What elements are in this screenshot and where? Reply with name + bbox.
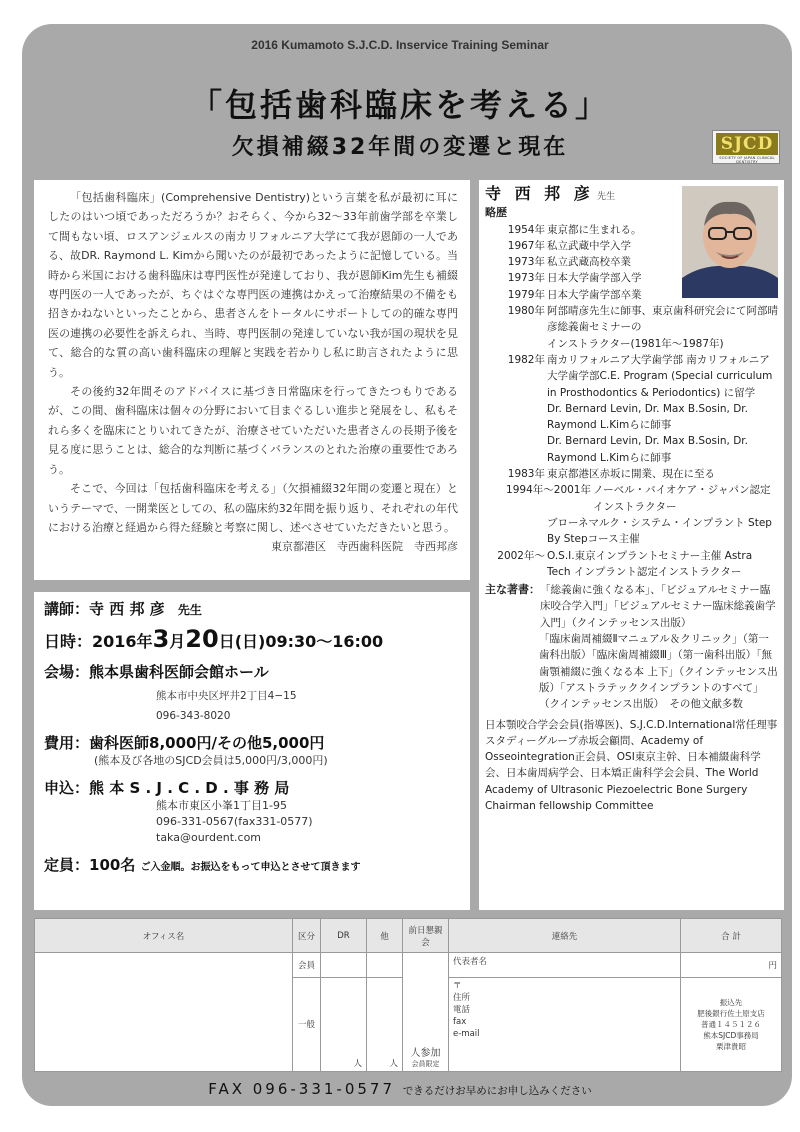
application-form: [34, 918, 782, 1072]
date-year: 2016年: [92, 632, 153, 651]
bio-name: 寺 西 邦 彦: [485, 184, 594, 203]
date-month-unit: 月: [169, 632, 186, 651]
col-office: オフィス名: [35, 919, 293, 953]
history-entry: [485, 352, 778, 401]
history-year: 1954年: [507, 223, 545, 236]
history-entry: [485, 401, 778, 434]
history-entry: [485, 336, 778, 352]
apply-row: [44, 777, 460, 798]
member-other-input[interactable]: [367, 953, 403, 978]
email-label: e-mail: [453, 1028, 480, 1039]
history-text: Dr. Bernard Levin, Dr. Max B.Sosin, Dr. Raymond L.Kimらに師事: [547, 402, 749, 432]
col-total: 合 計: [681, 919, 782, 953]
page-subtitle: 欠損補綴32年間の変遷と現在: [231, 135, 569, 160]
date-month: 3: [152, 625, 170, 653]
dinner-cell[interactable]: [403, 953, 449, 1072]
venue-row: [44, 661, 460, 682]
history-year: 1973年: [507, 256, 545, 269]
tel-label: 電話: [453, 1004, 471, 1015]
office-name-input[interactable]: [35, 953, 293, 1072]
bank-info: [681, 977, 782, 1071]
speaker-portrait: [682, 186, 778, 298]
bank-person: 栗津貴昭: [716, 1041, 746, 1051]
apply-email: taka@ourdent.com: [156, 831, 262, 844]
fax-label: fax: [453, 1016, 467, 1027]
dinner-unit: 人参加: [410, 1048, 441, 1059]
lecturer-row: [44, 598, 460, 619]
history-text: 日本大学歯学部卒業: [547, 288, 642, 301]
intro-paragraph: 「包括歯科臨床」(Comprehensive Dentistry)という言葉を私が最初に耳にしたのはいつ頃であっただろうか？おそらく、今から32〜33年前歯学部を卒業して間もない頃、ロスアンジェルスの南カリフォルニア大学にて我が恩師の一人である、故DR. Raymond L. Kimから聞いたのが最初であったように記憶している。当時から米国における歯科臨床は専門医性が発達しており、我が恩師Kim先生も補綴専門医の一人であったが、ちぐはぐな専門医の連携はかえって治療結果の不備をも招きかねないといったことから、患者さんをトータルにサポートしての的確な専門医の連携の必要性を訴えられ、当時、専門医制の発達していない我が国の現状を見て、総合的な質の高い歯科臨床の理解と実践を若かりし私に助言されたように思う。: [48, 191, 458, 379]
date-rest: 日(日)09:30〜16:00: [218, 632, 384, 651]
history-text: 東京都港区赤坂に開業、現在に至る: [547, 468, 715, 481]
cat-general: 一般: [293, 977, 321, 1071]
dinner-note: 会員限定: [411, 1060, 440, 1068]
col-dinner: 前日懇親会: [403, 919, 449, 953]
history-text: ノーベル・バイオケア・ジャパン認定インストラクター: [593, 484, 771, 513]
apply-address: 熊本市東区小峯1丁目1-95: [156, 799, 287, 812]
yen-label: 円: [768, 960, 777, 971]
fee-label: 費用：: [44, 734, 90, 752]
intro-paragraph: そこで、今回は「包括歯科臨床を考える」（欠損補綴32年間の変遷と現在）というテーマで、一開業医としての、私の臨床約32年間を振り返り、それぞれの年代における治療と経過から得た経験と考察に関し、述べさせていただきたいと思う。: [48, 482, 458, 534]
form-row-member: [35, 953, 782, 978]
sjcd-logo: [712, 130, 780, 164]
date-row: [44, 625, 460, 653]
bank-holder: 熊本SJCD事務局: [703, 1030, 759, 1040]
history-text: 私立武蔵中学入学: [547, 239, 631, 252]
history-entry: [485, 433, 778, 466]
books-block: [485, 582, 778, 712]
date-label: 日時：: [44, 632, 93, 651]
venue-phone: 096-343-8020: [156, 710, 231, 722]
fee-member: (熊本及び各地のSJCD会員は5,000円/3,000円): [94, 754, 328, 767]
memberships: 日本顎咬合学会会員(指導医)、S.J.C.D.International常任理事スタディーグループ赤坂会顧問、Academy of Osseointegration正会員、OSI東京主幹、日本補綴歯科学会、日本歯周病学会、日本矯正歯科学会会員、The World Academy of Ultrasonic Piezoelectric Bone Surgery Chairman fellowship Committee: [485, 718, 778, 812]
col-contact: 連絡先: [449, 919, 681, 953]
capacity-label: 定員：: [44, 856, 90, 874]
fax-footer: [0, 1080, 800, 1098]
event-info: [34, 592, 470, 910]
speaker-bio: [479, 180, 784, 910]
intro-paragraph: その後約32年間そのアドバイスに基づき日常臨床を行ってきたつもりであるが、この間、歯科臨床は個々の分野において目まぐるしい進歩と発展をし、私もそれら多くを臨床にとりいれてきたが、治療させていただいた患者さんの長期予後を見る度に思うことは、総合的な判断に基づくバランスのとれた治療の重要性であろう。: [48, 385, 458, 476]
col-dr: DR: [321, 919, 367, 953]
history-text: ブローネマルク・システム・インプラント Step By Stepコース主催: [547, 516, 772, 546]
history-entry: [485, 303, 778, 336]
total-input[interactable]: [681, 953, 782, 978]
book-item: 「総義歯に強くなる本」、「ビジュアルセミナー臨床咬合学入門」「ビジュアルセミナー臨床総義歯学入門」（クインテッセンス出版）: [540, 584, 776, 629]
representative-input[interactable]: [449, 953, 681, 978]
col-category: 区分: [293, 919, 321, 953]
portrait-illustration: [682, 186, 778, 298]
capacity-value: 100名: [89, 856, 136, 874]
logo-tagline: SOCIETY OF JAPAN CLINICAL DENTISTRY: [719, 156, 775, 164]
apply-name: 熊 本 S . J . C . D . 事 務 局: [89, 779, 290, 797]
member-dr-input[interactable]: [321, 953, 367, 978]
rep-label: 代表者名: [453, 957, 488, 967]
history-year: 1967年: [507, 239, 545, 252]
history-entry: [485, 482, 778, 515]
logo-mark: SJCD: [716, 133, 778, 155]
history-year: 1983年: [507, 468, 545, 481]
venue-address: 熊本市中央区坪井2丁目4−15: [156, 690, 297, 702]
history-year: [485, 433, 547, 466]
bank-title: 振込先: [719, 997, 743, 1007]
bank-name: 肥後銀行佐土原支店: [697, 1008, 765, 1018]
apply-label: 申込：: [44, 779, 90, 797]
history-text: 私立武蔵高校卒業: [547, 256, 631, 269]
history-text: 日本大学歯学部入学: [547, 272, 642, 285]
lecturer-title: 先生: [177, 603, 202, 617]
history-year: [485, 515, 547, 548]
intro-signature: 東京都港区 寺西歯科医院 寺西邦彦: [271, 540, 458, 554]
history-entry: [485, 548, 778, 581]
unit-person: 人: [389, 1059, 398, 1069]
fax-note: できるだけお早めにお申し込みください: [402, 1085, 592, 1097]
history-year: 1994年〜2001年: [506, 484, 591, 497]
history-year: 2002年〜: [497, 549, 545, 562]
books-entry: [485, 582, 778, 631]
capacity-note: ご入金順。お振込をもって申込とさせて頂きます: [140, 862, 361, 873]
history-year: 1980年: [507, 305, 545, 318]
history-text: インストラクター(1981年〜1987年): [547, 337, 724, 350]
history-text: 阿部晴彦先生に師事、東京歯科研究会にて阿部晴彦総義歯セミナーの: [547, 305, 778, 334]
fee-text: 歯科医師8,000円/その他5,000円: [89, 734, 325, 752]
fee-row: [44, 732, 460, 753]
history-year: 1979年: [507, 288, 545, 301]
history-year: [485, 401, 547, 434]
general-dr-input[interactable]: [321, 977, 367, 1071]
address-label: 住所: [453, 992, 471, 1003]
intro-section: [34, 180, 470, 580]
bank-account: 普通１４５１２６: [701, 1019, 761, 1029]
venue-name: 熊本県歯科医師会館ホール: [89, 663, 269, 681]
history-entry: [485, 515, 778, 548]
history-year: 1973年: [507, 272, 545, 285]
history-text: 南カリフォルニア大学歯学部 南カリフォルニア大学歯学部C.E. Program (Special curriculum in Prosthodontics & Periodontics) に留学: [547, 353, 773, 399]
history-text: O.S.I.東京インプラントセミナー主催 Astra Tech インプラント認定インストラクター: [547, 549, 753, 578]
postal-label: 〒: [453, 980, 462, 991]
history-year: [485, 336, 547, 352]
col-other: 他: [367, 919, 403, 953]
page-title: 「包括歯科臨床を考える」: [189, 86, 610, 124]
contact-input[interactable]: [449, 977, 681, 1071]
apply-phone: 096-331-0567(fax331-0577): [156, 815, 313, 828]
lecturer-name: 寺 西 邦 彦: [89, 600, 165, 618]
history-text: Dr. Bernard Levin, Dr. Max B.Sosin, Dr. Raymond L.Kimらに師事: [547, 435, 749, 464]
history-label: 略歴: [485, 206, 507, 220]
history-entry: [485, 466, 778, 482]
bio-title: 先生: [597, 192, 616, 202]
history-text: 東京都に生まれる。: [547, 223, 642, 236]
book-item: 「臨床歯周補綴Ⅱマニュアル＆クリニック」（第一歯科出版）「臨床歯周補綴Ⅲ」（第一歯科出版）「無歯顎補綴に強くなる本 上下」（クインテッセンス出版）「アストラテッククインプラントのすべて」（クインテッセンス出版） その他文献多数: [539, 633, 778, 711]
date-day: 20: [185, 625, 219, 653]
fax-number: FAX 096-331-0577: [208, 1080, 396, 1098]
unit-person: 人: [353, 1059, 362, 1069]
form-header-row: [35, 919, 782, 953]
history-year: 1982年: [507, 353, 545, 366]
lecturer-label: 講師：: [44, 600, 90, 618]
cat-member: 会員: [293, 953, 321, 978]
general-other-input[interactable]: [367, 977, 403, 1071]
seminar-name: 2016 Kumamoto S.J.C.D. Inservice Training Seminar: [251, 38, 549, 52]
venue-label: 会場：: [44, 663, 90, 681]
books-label: 主な著書：: [485, 583, 540, 597]
capacity-row: [44, 854, 460, 875]
